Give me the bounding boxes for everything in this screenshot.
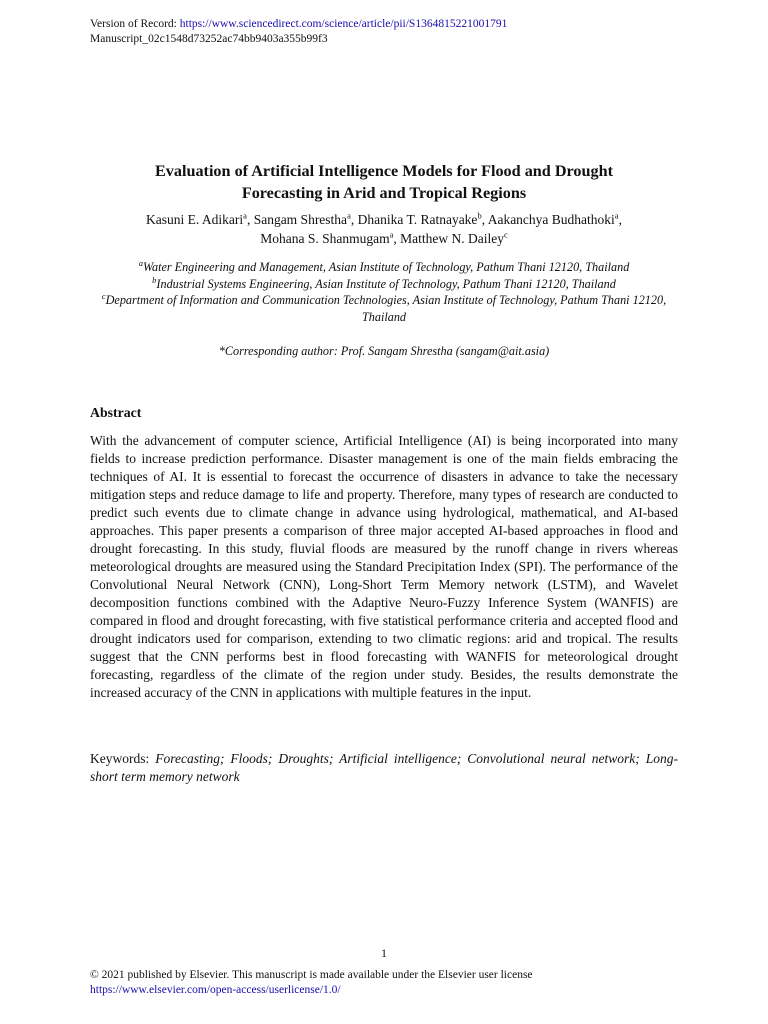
affil-mark: a <box>138 257 143 268</box>
page-number: 1 <box>381 946 387 960</box>
manuscript-id: Manuscript_02c1548d73252ac74bb9403a355b99f3 <box>90 33 328 45</box>
author-list <box>90 210 678 248</box>
affiliation-list <box>90 259 678 325</box>
corresponding-author: *Corresponding author: Prof. Sangam Shrestha (sangam@ait.asia) <box>218 344 550 358</box>
author-name: Matthew N. Dailey <box>400 231 504 246</box>
author-name: Kasuni E. Adikari <box>146 212 244 227</box>
affil-mark: c <box>101 290 106 301</box>
version-label: Version of Record: <box>90 18 180 30</box>
affil-mark: b <box>152 274 157 285</box>
author-line-2 <box>90 229 678 248</box>
affil-text: Department of Information and Communication Technologies, Asian Institute of Technology, Pathum Thani 12120, Thailand <box>105 293 667 324</box>
affil-text: Industrial Systems Engineering, Asian Institute of Technology, Pathum Thani 12120, Thailand <box>156 276 616 291</box>
author-affil-mark: a <box>243 210 247 221</box>
abstract-body: With the advancement of computer science, Artificial Intelligence (AI) is being incorporated into many fields to increase prediction performance. Disaster management is one of the main fields embracing the techniques of AI. It is essential to forecast the occurrence of disasters in advance to take the necessary mitigation steps and reduce damage to life and property. Therefore, many types of research are conducted to predict such events due to climate change in advance using hydrological, mathematical, and AI-based approaches. This paper presents a comparison of three major accepted AI-based approaches in flood and drought forecasting. In this study, fluvial floods are measured by the runoff change in rivers whereas meteorological droughts are measured using the Standard Precipitation Index (SPI). The performance of the Convolutional Neural Network (CNN), Long-Short Term Memory network (LSTM), and Wavelet decomposition functions combined with the Adaptive Neuro-Fuzzy Inference System (WANFIS) are compared in flood and drought forecasting, with five statistical performance criteria and accepted flood and drought indicators used for comparison, extending to two climatic regions: arid and tropical. The results suggest that the CNN performs best in flood forecasting with WANFIS for meteorological drought forecasting, regardless of the climate of the region under study. Besides, the results demonstrate the increased accuracy of the CNN in applications with multiple features in the input. <box>90 433 678 700</box>
author-name: Dhanika T. Ratnayake <box>357 212 478 227</box>
author-name: Sangam Shrestha <box>253 212 348 227</box>
license-link[interactable]: https://www.elsevier.com/open-access/userlicense/1.0/ <box>90 984 341 996</box>
keywords-list: Forecasting; Floods; Droughts; Artificial intelligence; Convolutional neural network; Long-short term memory network <box>90 751 678 784</box>
author-sep: , <box>481 212 488 227</box>
affiliation-c <box>90 292 678 325</box>
author-affil-mark: a <box>347 210 351 221</box>
version-of-record-line <box>90 17 507 31</box>
author-affil-mark: b <box>477 210 482 221</box>
affil-text: Water Engineering and Management, Asian Institute of Technology, Pathum Thani 12120, Thailand <box>142 260 630 274</box>
keywords-label: Keywords: <box>90 751 156 766</box>
author-sep: , <box>618 212 622 227</box>
license-text: © 2021 published by Elsevier. This manuscript is made available under the Elsevier user license <box>90 969 533 981</box>
author-line-1 <box>90 210 678 229</box>
version-of-record-link[interactable]: https://www.sciencedirect.com/science/article/pii/S1364815221001791 <box>179 18 508 30</box>
title-line-2: Forecasting in Arid and Tropical Regions <box>241 184 527 202</box>
affiliation-a <box>90 259 678 276</box>
author-sep: , <box>246 212 254 227</box>
author-sep: , <box>393 231 401 246</box>
author-affil-mark: a <box>389 229 394 240</box>
author-name: Aakanchya Budhathoki <box>487 212 615 227</box>
author-name: Mohana S. Shanmugam <box>260 231 390 246</box>
abstract-heading: Abstract <box>90 405 142 420</box>
author-sep: , <box>350 212 358 227</box>
keywords <box>90 750 678 786</box>
author-affil-mark: a <box>614 210 619 221</box>
affiliation-b <box>90 276 678 293</box>
author-affil-mark: c <box>503 229 508 240</box>
license-line <box>90 983 341 997</box>
paper-title <box>90 160 678 204</box>
title-line-1: Evaluation of Artificial Intelligence Models for Flood and Drought <box>154 162 614 180</box>
